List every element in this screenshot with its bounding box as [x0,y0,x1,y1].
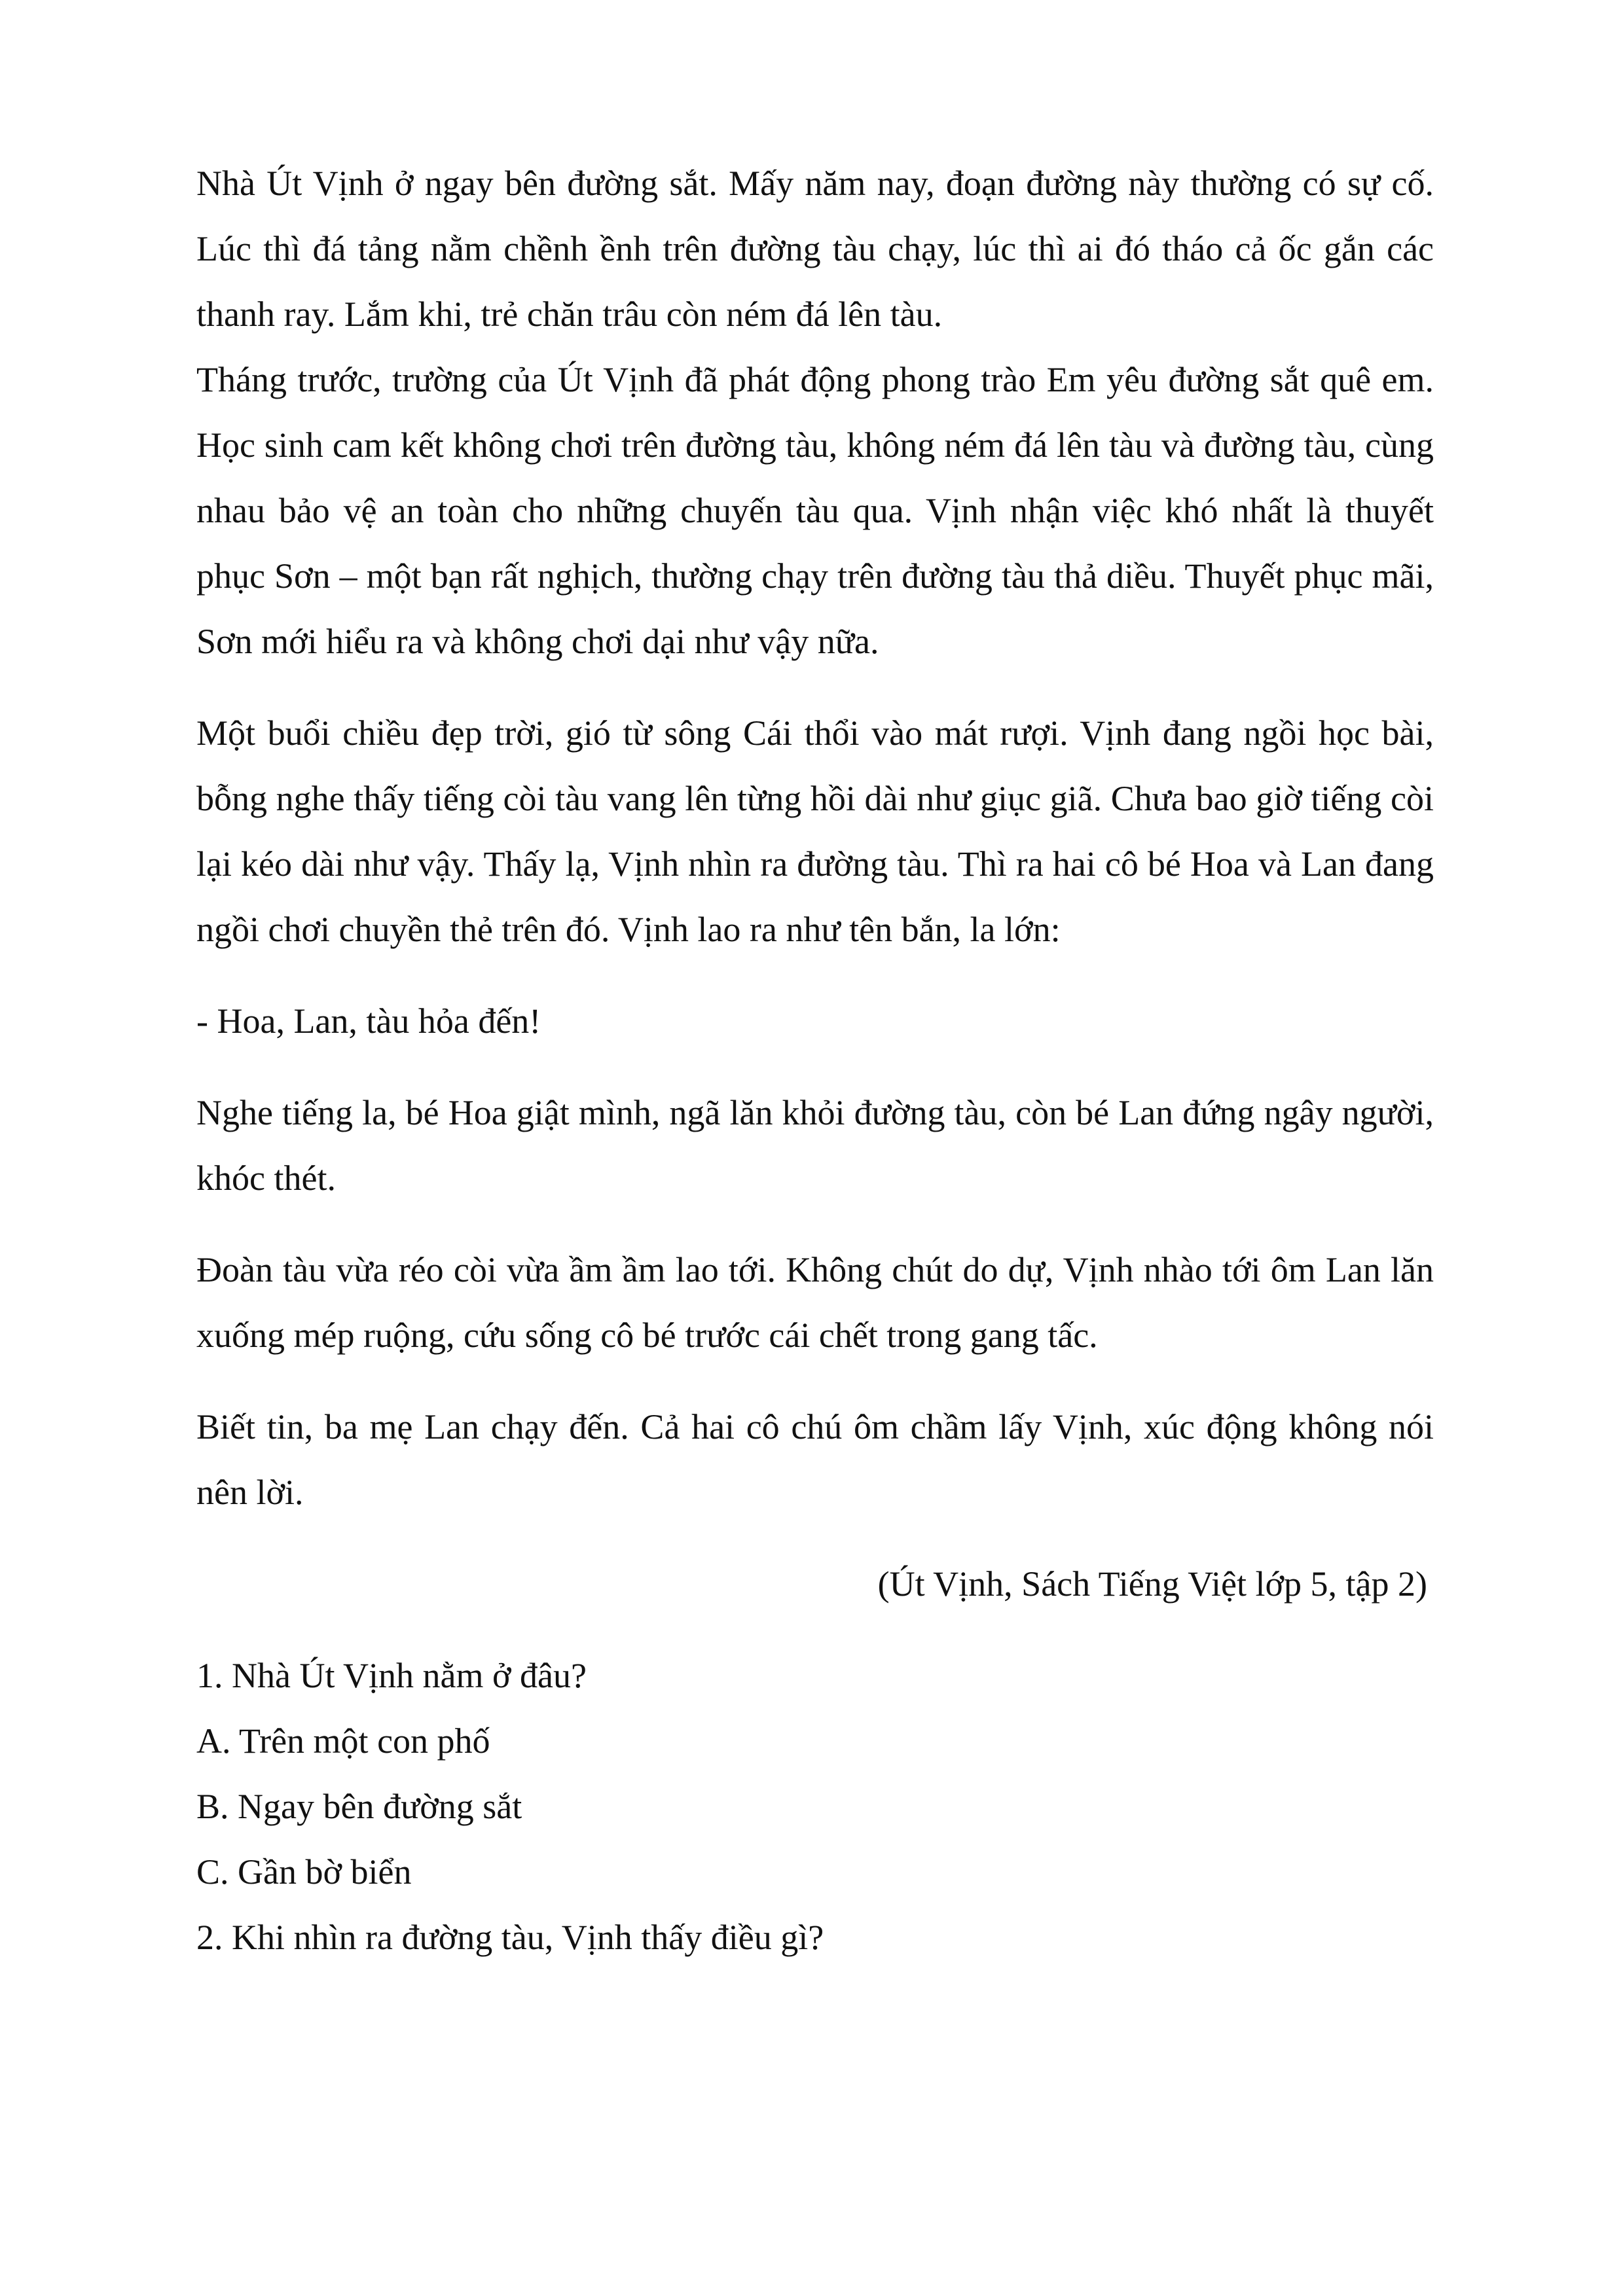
story-paragraph-5: Đoàn tàu vừa réo còi vừa ầm ầm lao tới. Không chút do dự, Vịnh nhào tới ôm Lan lăn xuống mép ruộng, cứu sống cô bé trước cái chết trong gang tấc. [196,1250,1434,1355]
question-1-option-c: C. Gần bờ biển [196,1852,412,1892]
story-dialogue-line: - Hoa, Lan, tàu hỏa đến! [196,1001,541,1041]
question-list [196,1643,1434,1970]
story-paragraph-4: Nghe tiếng la, bé Hoa giật mình, ngã lăn khỏi đường tàu, còn bé Lan đứng ngây người, khóc thét. [196,1093,1434,1198]
story-paragraph-2: Tháng trước, trường của Út Vịnh đã phát động phong trào Em yêu đường sắt quê em. Học sinh cam kết không chơi trên đường tàu, không ném đá lên tàu và đường tàu, cùng nhau bảo vệ an toàn cho những chuyến tàu qua. Vịnh nhận việc khó nhất là thuyết phục Sơn – một bạn rất nghịch, thường chạy trên đường tàu thả diều. Thuyết phục mãi, Sơn mới hiểu ra và không chơi dại như vậy nữa. [196,360,1434,661]
story-source-citation: (Út Vịnh, Sách Tiếng Việt lớp 5, tập 2) [877,1564,1427,1604]
question-1-option-a: A. Trên một con phố [196,1721,490,1761]
story-paragraph-3: Một buổi chiều đẹp trời, gió từ sông Cái thổi vào mát rượi. Vịnh đang ngồi học bài, bỗng nghe thấy tiếng còi tàu vang lên từng hồi dài như giục giã. Chưa bao giờ tiếng còi lại kéo dài như vậy. Thấy lạ, Vịnh nhìn ra đường tàu. Thì ra hai cô bé Hoa và Lan đang ngồi chơi chuyền thẻ trên đó. Vịnh lao ra như tên bắn, la lớn: [196,713,1434,949]
story-paragraph-1: Nhà Út Vịnh ở ngay bên đường sắt. Mấy năm nay, đoạn đường này thường có sự cố. Lúc thì đá tảng nằm chềnh ềnh trên đường tàu chạy, lúc thì ai đó tháo cả ốc gắn các thanh ray. Lắm khi, trẻ chăn trâu còn ném đá lên tàu. [196,164,1434,334]
question-1: 1. Nhà Út Vịnh nằm ở đâu? [196,1656,587,1695]
question-2: 2. Khi nhìn ra đường tàu, Vịnh thấy điều gì? [196,1918,824,1957]
story-paragraph-6: Biết tin, ba mẹ Lan chạy đến. Cả hai cô chú ôm chầm lấy Vịnh, xúc động không nói nên lời. [196,1407,1434,1512]
question-1-option-b: B. Ngay bên đường sắt [196,1787,522,1826]
document-body [196,151,1434,1970]
